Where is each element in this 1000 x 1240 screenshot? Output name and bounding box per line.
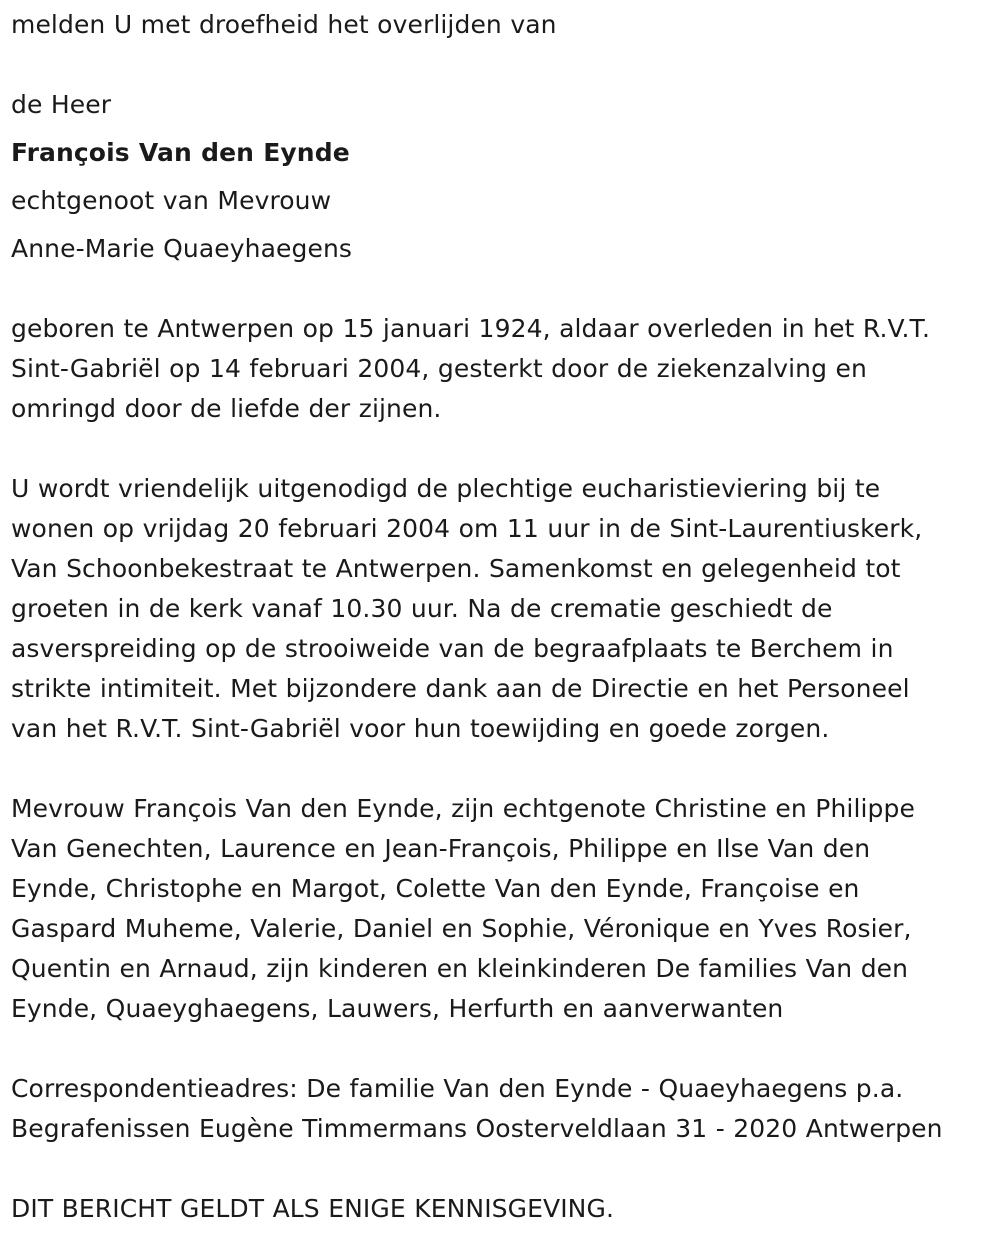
paragraph-line: geboren te Antwerpen op 15 januari 1924, aldaar overleden in het R.V.T. (11, 314, 931, 343)
deceased-name: François Van den Eynde (11, 138, 350, 167)
paragraph-line: groeten in de kerk vanaf 10.30 uur. Na de crematie geschiedt de (11, 594, 833, 623)
paragraph-line: Begrafenissen Eugène Timmermans Oosterveldlaan 31 - 2020 Antwerpen (11, 1114, 943, 1143)
paragraph-line: Correspondentieadres: De familie Van den Eynde - Quaeyhaegens p.a. (11, 1074, 904, 1103)
paragraph-line: strikte intimiteit. Met bijzondere dank aan de Directie en het Personeel (11, 674, 910, 703)
paragraph-line: Eynde, Christophe en Margot, Colette Van den Eynde, Françoise en (11, 874, 860, 903)
paragraph-line: Quentin en Arnaud, zijn kinderen en kleinkinderen De families Van den (11, 954, 909, 983)
paragraph-line: wonen op vrijdag 20 februari 2004 om 11 uur in de Sint-Laurentiuskerk, (11, 514, 923, 543)
paragraph-line: omringd door de liefde der zijnen. (11, 394, 442, 423)
paragraph-line: Sint-Gabriël op 14 februari 2004, gesterkt door de ziekenzalving en (11, 354, 867, 383)
paragraph-line: Eynde, Quaeyghaegens, Lauwers, Herfurth en aanverwanten (11, 994, 784, 1023)
paragraph-line: Van Schoonbekestraat te Antwerpen. Samenkomst en gelegenheid tot (11, 554, 901, 583)
closing-statement: DIT BERICHT GELDT ALS ENIGE KENNISGEVING. (11, 1194, 614, 1223)
paragraph-line: van het R.V.T. Sint-Gabriël voor hun toewijding en goede zorgen. (11, 714, 830, 743)
paragraph-line: asverspreiding op de strooiweide van de begraafplaats te Berchem in (11, 634, 894, 663)
spouse-intro: echtgenoot van Mevrouw (11, 186, 332, 215)
paragraph-line: Mevrouw François Van den Eynde, zijn echtgenote Christine en Philippe (11, 794, 915, 823)
honorific: de Heer (11, 90, 112, 119)
paragraph-line: U wordt vriendelijk uitgenodigd de plechtige eucharistieviering bij te (11, 474, 881, 503)
spouse-name: Anne-Marie Quaeyhaegens (11, 234, 353, 263)
intro-text: melden U met droefheid het overlijden van (11, 10, 557, 39)
paragraph-line: Van Genechten, Laurence en Jean-François, Philippe en Ilse Van den (11, 834, 871, 863)
paragraph-line: Gaspard Muheme, Valerie, Daniel en Sophie, Véronique en Yves Rosier, (11, 914, 912, 943)
